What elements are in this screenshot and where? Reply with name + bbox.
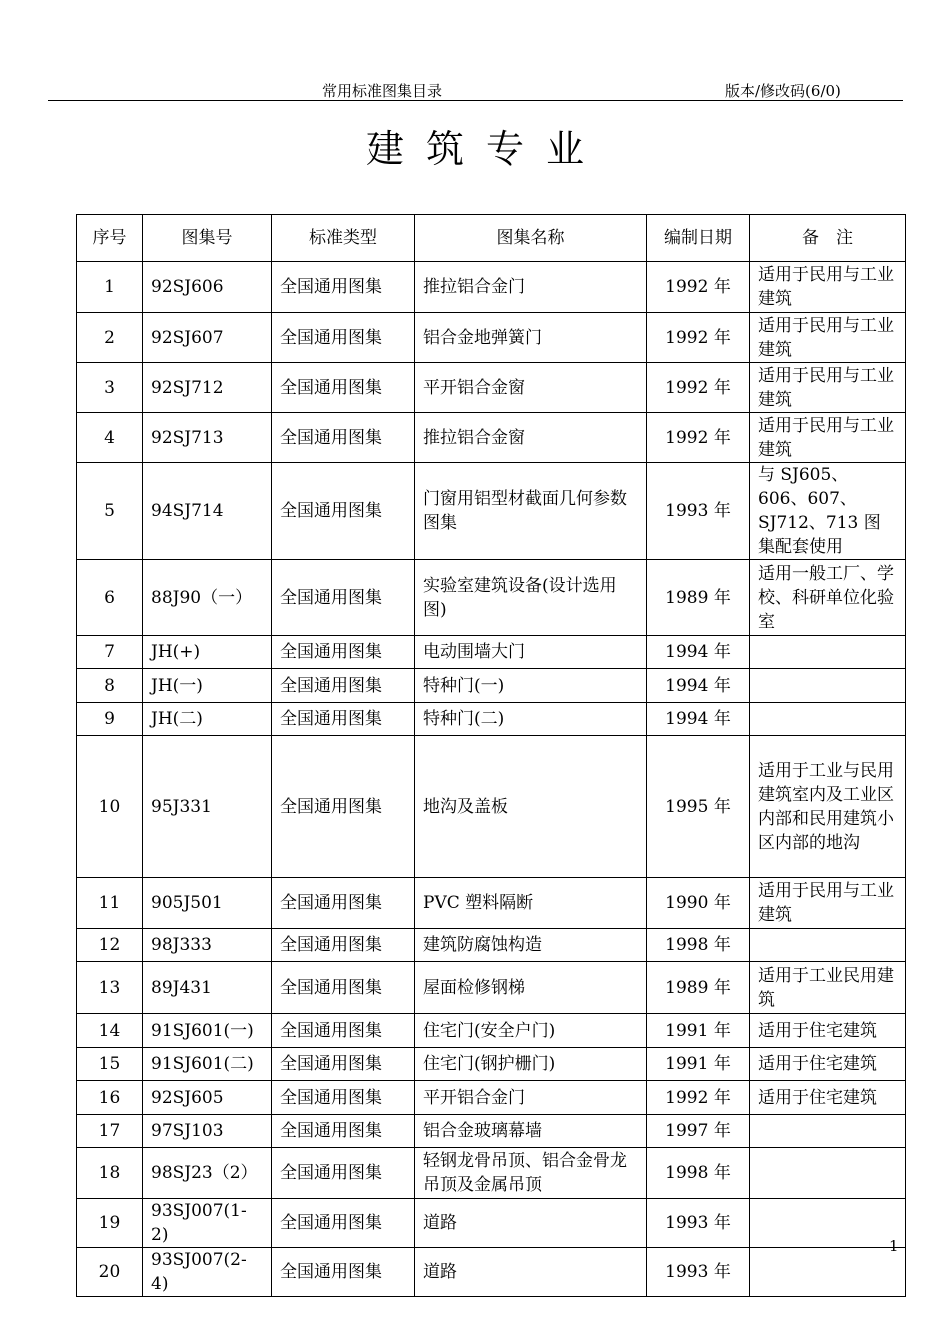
cell-date: 1997 年 (647, 1115, 750, 1148)
cell-date: 1994 年 (647, 703, 750, 736)
cell-name: 平开铝合金门 (415, 1081, 647, 1115)
cell-index: 17 (77, 1115, 143, 1148)
cell-index: 11 (77, 878, 143, 929)
col-header-date: 编制日期 (647, 215, 750, 262)
table-row (77, 560, 906, 636)
header-version-code: 版本/修改码(6/0) (725, 82, 841, 100)
cell-code: 92SJ605 (143, 1081, 272, 1115)
cell-note: 与 SJ605、606、607、SJ712、713 图集配套使用 (750, 463, 906, 560)
cell-type: 全国通用图集 (272, 1248, 415, 1297)
cell-index: 3 (77, 363, 143, 413)
cell-type: 全国通用图集 (272, 929, 415, 962)
table-row (77, 1148, 906, 1199)
cell-index: 8 (77, 669, 143, 703)
cell-index: 1 (77, 262, 143, 313)
cell-name: 电动围墙大门 (415, 636, 647, 669)
cell-index: 13 (77, 962, 143, 1014)
cell-index: 20 (77, 1248, 143, 1297)
cell-date: 1992 年 (647, 413, 750, 463)
cell-name: 推拉铝合金门 (415, 262, 647, 313)
cell-index: 10 (77, 736, 143, 878)
cell-index: 19 (77, 1199, 143, 1248)
cell-type: 全国通用图集 (272, 1148, 415, 1199)
cell-note: 适用于民用与工业建筑 (750, 878, 906, 929)
cell-type: 全国通用图集 (272, 1014, 415, 1048)
cell-name: 实验室建筑设备(设计选用图) (415, 560, 647, 636)
cell-note (750, 636, 906, 669)
table-row (77, 669, 906, 703)
cell-index: 5 (77, 463, 143, 560)
cell-date: 1990 年 (647, 878, 750, 929)
cell-index: 9 (77, 703, 143, 736)
cell-name: PVC 塑料隔断 (415, 878, 647, 929)
cell-type: 全国通用图集 (272, 1115, 415, 1148)
cell-code: JH(二) (143, 703, 272, 736)
cell-note: 适用于住宅建筑 (750, 1048, 906, 1081)
cell-index: 15 (77, 1048, 143, 1081)
table-row (77, 736, 906, 878)
cell-name: 住宅门(安全户门) (415, 1014, 647, 1048)
table-row (77, 262, 906, 313)
cell-code: JH(+) (143, 636, 272, 669)
table-header-row (77, 215, 906, 262)
cell-code: 97SJ103 (143, 1115, 272, 1148)
cell-name: 铝合金地弹簧门 (415, 313, 647, 363)
table-row (77, 1014, 906, 1048)
col-header-index: 序号 (77, 215, 143, 262)
cell-note: 适用于民用与工业建筑 (750, 413, 906, 463)
cell-name: 推拉铝合金窗 (415, 413, 647, 463)
table-row (77, 413, 906, 463)
cell-date: 1994 年 (647, 636, 750, 669)
cell-name: 地沟及盖板 (415, 736, 647, 878)
cell-index: 16 (77, 1081, 143, 1115)
cell-date: 1993 年 (647, 463, 750, 560)
table-row (77, 1048, 906, 1081)
cell-note (750, 929, 906, 962)
cell-note: 适用一般工厂、学校、科研单位化验室 (750, 560, 906, 636)
cell-name: 特种门(一) (415, 669, 647, 703)
cell-index: 7 (77, 636, 143, 669)
cell-type: 全国通用图集 (272, 1199, 415, 1248)
cell-type: 全国通用图集 (272, 363, 415, 413)
cell-code: 92SJ606 (143, 262, 272, 313)
cell-code: 93SJ007(2-4) (143, 1248, 272, 1297)
cell-name: 门窗用铝型材截面几何参数图集 (415, 463, 647, 560)
cell-date: 1991 年 (647, 1048, 750, 1081)
cell-name: 住宅门(钢护栅门) (415, 1048, 647, 1081)
cell-note: 适用于住宅建筑 (750, 1014, 906, 1048)
cell-code: 905J501 (143, 878, 272, 929)
cell-code: 92SJ607 (143, 313, 272, 363)
cell-type: 全国通用图集 (272, 736, 415, 878)
cell-type: 全国通用图集 (272, 413, 415, 463)
cell-date: 1998 年 (647, 1148, 750, 1199)
cell-code: 91SJ601(一) (143, 1014, 272, 1048)
cell-type: 全国通用图集 (272, 962, 415, 1014)
cell-note (750, 1115, 906, 1148)
cell-note (750, 669, 906, 703)
cell-type: 全国通用图集 (272, 1048, 415, 1081)
cell-index: 12 (77, 929, 143, 962)
cell-date: 1991 年 (647, 1014, 750, 1048)
cell-note (750, 1248, 906, 1297)
cell-index: 18 (77, 1148, 143, 1199)
cell-name: 铝合金玻璃幕墙 (415, 1115, 647, 1148)
table-row (77, 313, 906, 363)
cell-date: 1992 年 (647, 363, 750, 413)
col-header-name: 图集名称 (415, 215, 647, 262)
table-row (77, 703, 906, 736)
cell-code: JH(一) (143, 669, 272, 703)
cell-index: 6 (77, 560, 143, 636)
col-header-type: 标准类型 (272, 215, 415, 262)
cell-date: 1995 年 (647, 736, 750, 878)
cell-code: 98J333 (143, 929, 272, 962)
cell-code: 94SJ714 (143, 463, 272, 560)
cell-type: 全国通用图集 (272, 560, 415, 636)
cell-type: 全国通用图集 (272, 703, 415, 736)
table-row (77, 1115, 906, 1148)
cell-code: 89J431 (143, 962, 272, 1014)
cell-note: 适用于住宅建筑 (750, 1081, 906, 1115)
header-doc-title: 常用标准图集目录 (322, 82, 443, 100)
table-row (77, 1081, 906, 1115)
cell-name: 道路 (415, 1248, 647, 1297)
cell-index: 4 (77, 413, 143, 463)
cell-index: 14 (77, 1014, 143, 1048)
cell-type: 全国通用图集 (272, 463, 415, 560)
cell-code: 98SJ23（2） (143, 1148, 272, 1199)
cell-note: 适用于工业民用建筑 (750, 962, 906, 1014)
cell-date: 1989 年 (647, 962, 750, 1014)
cell-type: 全国通用图集 (272, 878, 415, 929)
col-header-note: 备 注 (750, 215, 906, 262)
cell-note (750, 703, 906, 736)
cell-date: 1993 年 (647, 1248, 750, 1297)
cell-note: 适用于工业与民用建筑室内及工业区内部和民用建筑小区内部的地沟 (750, 736, 906, 878)
page-title: 建筑专业 (365, 127, 606, 171)
catalog-table (76, 214, 906, 1297)
table-row (77, 636, 906, 669)
cell-name: 建筑防腐蚀构造 (415, 929, 647, 962)
cell-name: 屋面检修钢梯 (415, 962, 647, 1014)
cell-type: 全国通用图集 (272, 669, 415, 703)
cell-name: 轻钢龙骨吊顶、铝合金骨龙吊顶及金属吊顶 (415, 1148, 647, 1199)
table-row (77, 878, 906, 929)
cell-name: 特种门(二) (415, 703, 647, 736)
cell-date: 1993 年 (647, 1199, 750, 1248)
cell-code: 92SJ713 (143, 413, 272, 463)
cell-date: 1992 年 (647, 262, 750, 313)
cell-name: 道路 (415, 1199, 647, 1248)
table-row (77, 1248, 906, 1297)
cell-type: 全国通用图集 (272, 636, 415, 669)
header-divider (48, 100, 903, 101)
table-row (77, 962, 906, 1014)
cell-note (750, 1199, 906, 1248)
cell-date: 1992 年 (647, 313, 750, 363)
table-row (77, 463, 906, 560)
cell-type: 全国通用图集 (272, 313, 415, 363)
cell-index: 2 (77, 313, 143, 363)
table-row (77, 363, 906, 413)
cell-code: 95J331 (143, 736, 272, 878)
cell-note: 适用于民用与工业建筑 (750, 313, 906, 363)
cell-date: 1994 年 (647, 669, 750, 703)
cell-code: 91SJ601(二) (143, 1048, 272, 1081)
col-header-code: 图集号 (143, 215, 272, 262)
cell-code: 92SJ712 (143, 363, 272, 413)
cell-date: 1998 年 (647, 929, 750, 962)
cell-note: 适用于民用与工业建筑 (750, 363, 906, 413)
table-row (77, 929, 906, 962)
cell-type: 全国通用图集 (272, 1081, 415, 1115)
cell-date: 1989 年 (647, 560, 750, 636)
page-number: 1 (889, 1237, 899, 1255)
cell-note: 适用于民用与工业建筑 (750, 262, 906, 313)
table-row (77, 1199, 906, 1248)
cell-type: 全国通用图集 (272, 262, 415, 313)
cell-name: 平开铝合金窗 (415, 363, 647, 413)
cell-date: 1992 年 (647, 1081, 750, 1115)
cell-note (750, 1148, 906, 1199)
cell-code: 88J90（一） (143, 560, 272, 636)
cell-code: 93SJ007(1-2) (143, 1199, 272, 1248)
